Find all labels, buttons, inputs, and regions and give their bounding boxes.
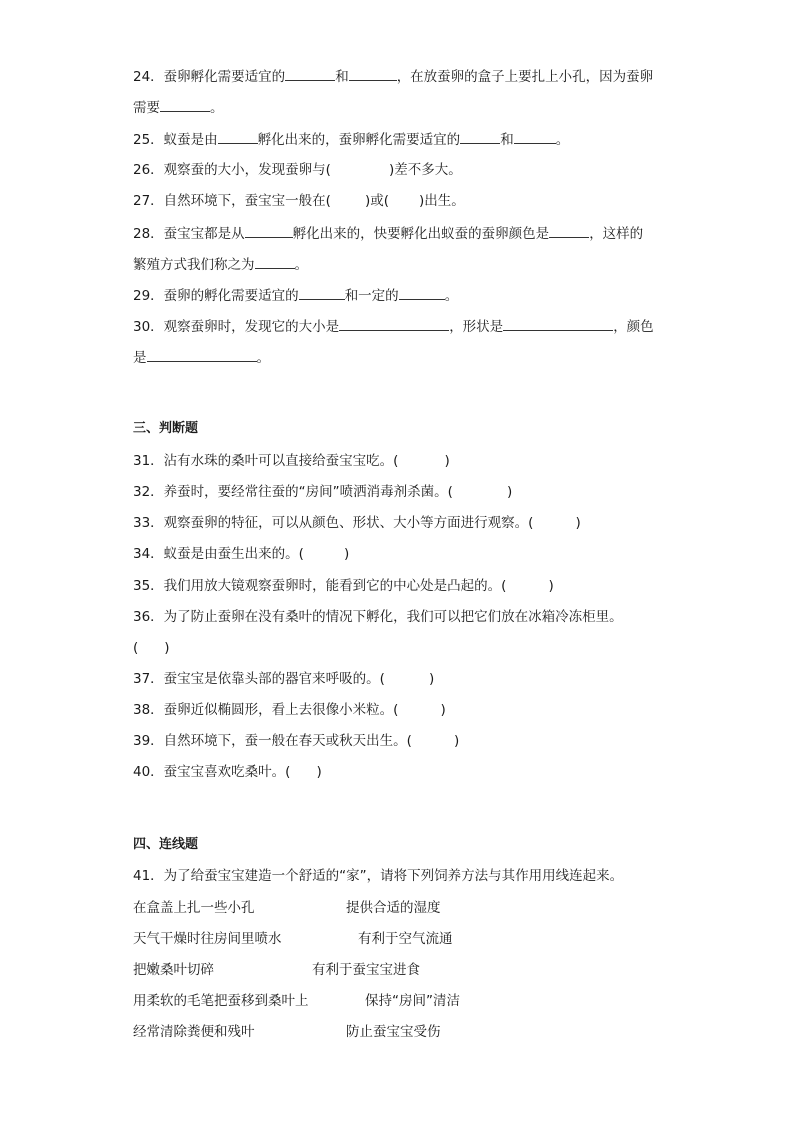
blank[interactable] (255, 255, 295, 269)
question-32: 32．养蚕时，要经常往蚕的“房间”喷洒消毒剂杀菌。( ) (133, 484, 513, 500)
question-30-line2: 是 。 (133, 350, 270, 366)
question-41: 41．为了给蚕宝宝建造一个舒适的“家”，请将下列饲养方法与其作用用线连起来。 (133, 868, 624, 884)
blank[interactable] (147, 348, 257, 362)
question-31: 31．沾有水珠的桑叶可以直接给蚕宝宝吃。( ) (133, 453, 450, 469)
question-40: 40．蚕宝宝喜欢吃桑叶。( ) (133, 764, 322, 780)
blank[interactable] (460, 130, 500, 144)
question-36: 36．为了防止蚕卵在没有桑叶的情况下孵化，我们可以把它们放在冰箱冷冻柜里。 (133, 609, 623, 625)
question-37: 37．蚕宝宝是依靠头部的器官来呼吸的。( ) (133, 671, 435, 687)
question-29: 29．蚕卵的孵化需要适宜的 和一定的 。 (133, 288, 459, 304)
section-title-match: 四、连线题 (133, 837, 199, 852)
question-24-line2: 需要 。 (133, 100, 224, 116)
blank[interactable] (285, 67, 335, 81)
question-35: 35．我们用放大镜观察蚕卵时，能看到它的中心处是凸起的。( ) (133, 578, 554, 594)
question-34: 34．蚁蚕是由蚕生出来的。( ) (133, 546, 350, 562)
blank[interactable] (299, 286, 345, 300)
match-right-item[interactable]: 提供合适的湿度 (346, 900, 441, 916)
blank[interactable] (514, 130, 556, 144)
question-26: 26．观察蚕的大小，发现蚕卵与( )差不多大。 (133, 162, 462, 178)
question-33: 33．观察蚕卵的特征，可以从颜色、形状、大小等方面进行观察。( ) (133, 515, 581, 531)
section-title-judge: 三、判断题 (133, 421, 199, 436)
blank[interactable] (503, 317, 613, 331)
question-39: 39．自然环境下，蚕一般在春天或秋天出生。( ) (133, 733, 460, 749)
question-30-line1: 30．观察蚕卵时，发现它的大小是 ，形状是 ，颜色 (133, 319, 654, 335)
match-right-item[interactable]: 保持“房间”清洁 (365, 993, 460, 1009)
question-28-line1: 28．蚕宝宝都是从 孵化出来的，快要孵化出蚁蚕的蚕卵颜色是 ，这样的 (133, 226, 644, 242)
match-right-item[interactable]: 有利于空气流通 (358, 931, 453, 947)
blank[interactable] (160, 98, 210, 112)
question-27: 27．自然环境下，蚕宝宝一般在( )或( )出生。 (133, 193, 465, 209)
question-36-paren: ( ) (133, 640, 170, 656)
question-24-line1: 24．蚕卵孵化需要适宜的 和 ，在放蚕卵的盒子上要扎上小孔，因为蚕卵 (133, 69, 654, 85)
match-left-item[interactable]: 用柔软的毛笔把蚕移到桑叶上 (133, 993, 309, 1009)
blank[interactable] (339, 317, 449, 331)
match-left-item[interactable]: 把嫩桑叶切碎 (133, 962, 214, 978)
question-38: 38．蚕卵近似椭圆形，看上去很像小米粒。( ) (133, 702, 446, 718)
blank[interactable] (349, 67, 397, 81)
question-28-line2: 繁殖方式我们称之为 。 (133, 257, 308, 273)
blank[interactable] (218, 130, 258, 144)
match-left-item[interactable]: 天气干燥时往房间里喷水 (133, 931, 282, 947)
blank[interactable] (245, 224, 293, 238)
blank[interactable] (399, 286, 445, 300)
match-right-item[interactable]: 防止蚕宝宝受伤 (346, 1024, 441, 1040)
question-25: 25．蚁蚕是由 孵化出来的，蚕卵孵化需要适宜的 和 。 (133, 132, 570, 148)
match-right-item[interactable]: 有利于蚕宝宝进食 (312, 962, 420, 978)
match-left-item[interactable]: 在盒盖上扎一些小孔 (133, 900, 255, 916)
match-left-item[interactable]: 经常清除粪便和残叶 (133, 1024, 255, 1040)
blank[interactable] (549, 224, 589, 238)
